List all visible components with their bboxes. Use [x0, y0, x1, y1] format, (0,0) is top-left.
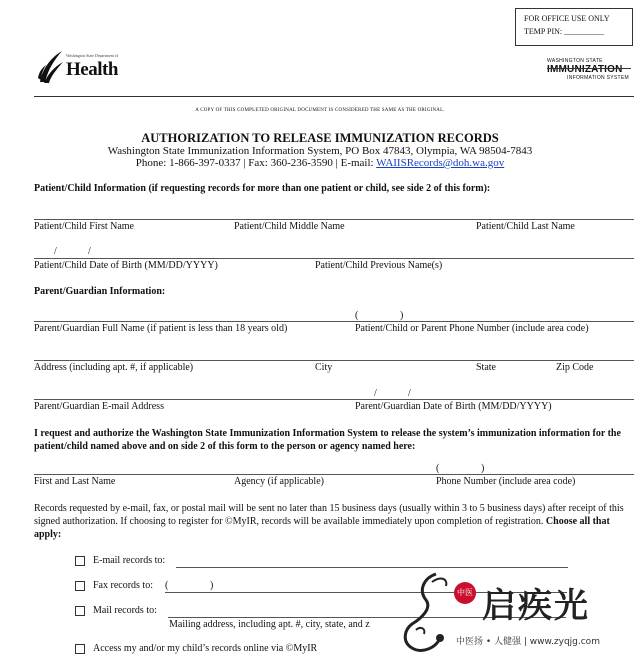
watermark-name: 启疾光: [482, 586, 590, 626]
contact-prefix: Phone: 1-866-397-0337 | Fax: 360-236-3590 | E-mail:: [135, 157, 377, 169]
recipient-name-label: First and Last Name: [34, 476, 116, 487]
guardian-dob-slash-1: /: [374, 388, 377, 399]
patient-dob-label: Patient/Child Date of Birth (MM/DD/YYYY): [34, 260, 218, 271]
phone-paren-close: ): [400, 310, 404, 321]
guardian-city-label: City: [315, 362, 333, 373]
mail-checkbox[interactable]: [75, 606, 85, 616]
guardian-zip-label: Zip Code: [556, 362, 594, 373]
contact-line: [0, 157, 640, 169]
guardian-heading: Parent/Guardian Information:: [34, 286, 166, 297]
guardian-state-label: State: [476, 362, 496, 373]
watermark: [396, 568, 636, 656]
recipient-line[interactable]: [34, 474, 634, 475]
records-text: [34, 502, 630, 541]
patient-first-name-label: Patient/Child First Name: [34, 221, 134, 232]
records-body: Records requested by e-mail, fax, or postal mail will be sent no later than 15 business days (usually within 3 to 5 business days) after receipt of this signed authorization. If choosing to register for ©MyIR, records will be available immediately upon completion of registration.: [34, 503, 624, 527]
recipient-phone-label: Phone Number (include area code): [436, 476, 576, 487]
email-checkbox[interactable]: [75, 556, 85, 566]
patient-middle-name-label: Patient/Child Middle Name: [234, 221, 345, 232]
temp-pin-label: TEMP PIN: __________: [524, 27, 605, 36]
iis-name-text: IMMUNIZATION: [547, 64, 623, 75]
dob-slash-1: /: [54, 246, 57, 257]
header-divider: [34, 96, 634, 97]
mail-hint-label: Mailing address, including apt. #, city, state, and z: [169, 619, 370, 630]
patient-heading: Patient/Child Information (if requesting records for more than one patient or child, see side 2 of this form):: [34, 183, 491, 194]
office-use-box: [515, 8, 633, 46]
iis-logo: [547, 58, 629, 81]
iis-logo-rule: [547, 68, 631, 69]
phone-paren-open: (: [355, 310, 359, 321]
doh-logo-icon: [36, 48, 66, 86]
dob-slash-2: /: [88, 246, 91, 257]
recipient-agency-label: Agency (if applicable): [234, 476, 324, 487]
fax-paren-open: (: [165, 580, 169, 591]
iis-state-text: WASHINGTON STATE: [547, 58, 603, 64]
myir-checkbox[interactable]: [75, 644, 85, 654]
guardian-name-label: Parent/Guardian Full Name (if patient is less than 18 years old): [34, 323, 288, 334]
iis-system-text: INFORMATION SYSTEM: [567, 75, 629, 81]
recipient-paren-open: (: [436, 463, 440, 474]
guardian-email-label: Parent/Guardian E-mail Address: [34, 401, 164, 412]
watermark-tagline: 中医扬 • 人健强 | www.zyqjg.com: [456, 637, 600, 647]
patient-name-line[interactable]: [34, 219, 634, 220]
patient-prev-name-label: Patient/Child Previous Name(s): [315, 260, 443, 271]
guardian-dob-slash-2: /: [408, 388, 411, 399]
authorize-text: I request and authorize the Washington State Immunization Information System to release the system’s immunization information for the patient/child named above and on side 2 of this form to the person or agency named here:: [34, 428, 621, 452]
logo-health-text: Health: [66, 59, 118, 80]
fax-option-label: Fax records to:: [93, 580, 153, 591]
guardian-email-line[interactable]: [34, 399, 634, 400]
mail-option-label: Mail records to:: [93, 605, 157, 616]
logo-department-text: Washington State Department of: [66, 53, 119, 58]
patient-last-name-label: Patient/Child Last Name: [476, 221, 575, 232]
fax-checkbox[interactable]: [75, 581, 85, 591]
fax-paren-close: ): [210, 580, 214, 591]
address-line: Washington State Immunization Information System, PO Box 47843, Olympia, WA 98504-7843: [107, 145, 533, 157]
guardian-dob-label: Parent/Guardian Date of Birth (MM/DD/YYYY): [355, 401, 552, 412]
copy-note: A COPY OF THIS COMPLETED ORIGINAL DOCUMENT IS CONSIDERED THE SAME AS THE ORIGINAL.: [195, 108, 445, 113]
patient-dob-line[interactable]: [34, 258, 634, 259]
page-title: AUTHORIZATION TO RELEASE IMMUNIZATION RECORDS: [141, 131, 499, 145]
guardian-address-line[interactable]: [34, 360, 634, 361]
email-link[interactable]: WAIISRecords@doh.wa.gov: [376, 157, 505, 169]
seal-stamp: 中医: [454, 582, 476, 604]
guardian-address-label: Address (including apt. #, if applicable): [34, 362, 194, 373]
myir-option-label: Access my and/or my child’s records online via ©MyIR: [93, 643, 318, 654]
office-use-label: FOR OFFICE USE ONLY: [524, 14, 610, 23]
guardian-name-line[interactable]: [34, 321, 634, 322]
guardian-phone-label: Patient/Child or Parent Phone Number (include area code): [355, 323, 589, 334]
choose-label: Choose all that apply:: [34, 516, 610, 540]
email-option-label: E-mail records to:: [93, 555, 166, 566]
recipient-paren-close: ): [481, 463, 485, 474]
